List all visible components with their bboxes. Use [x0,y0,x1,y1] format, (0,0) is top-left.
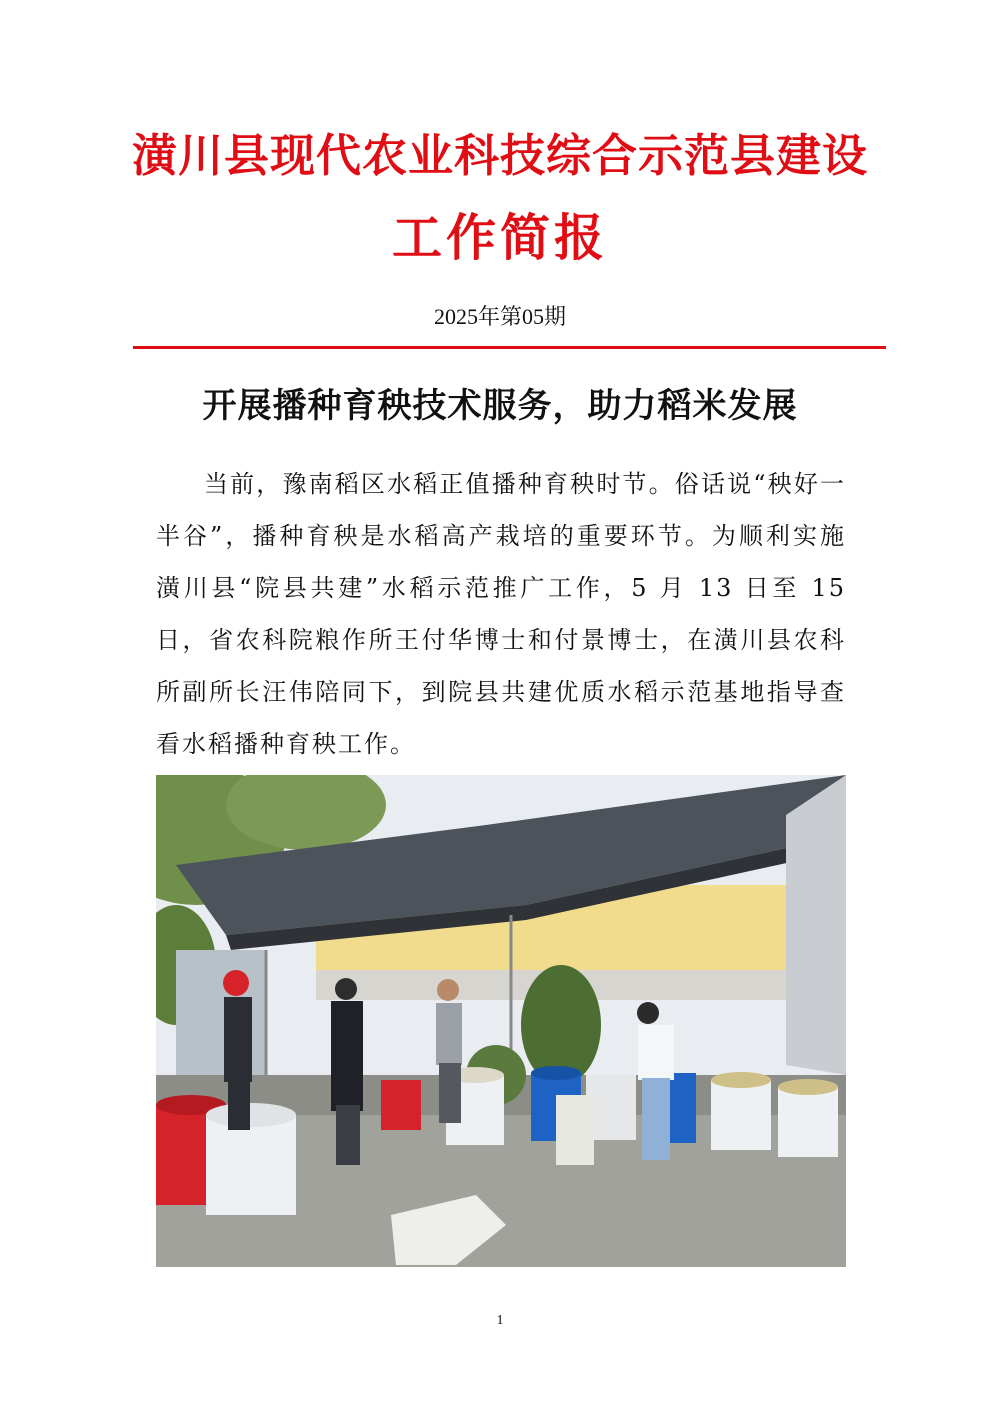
masthead-title: 潢川县现代农业科技综合示范县建设 [131,129,868,182]
page-number: 1 [496,1313,504,1328]
issue-number: 2025年第05期 [433,304,566,329]
masthead [0,128,1000,270]
article-body: 当前，豫南稻区水稻正值播种育秧时节。俗话说“秧好一半谷”，播种育秧是水稻高产栽培的重要环节。为顺利实施潢川县“院县共建”水稻示范推广工作，5 月 13 日至 15 日，省农科院粮作所王付华博士和付景博士，在潢川县农科所副所长汪伟陪同下，到院县共建优质水稻示范基地指导查看水稻播种育秧工作。 [156,470,846,758]
masthead-subtitle: 工作简报 [392,208,608,267]
article-photo [156,775,846,1267]
red-divider [133,346,886,349]
article-title: 开展播种育秧技术服务，助力稻米发展 [202,386,798,426]
